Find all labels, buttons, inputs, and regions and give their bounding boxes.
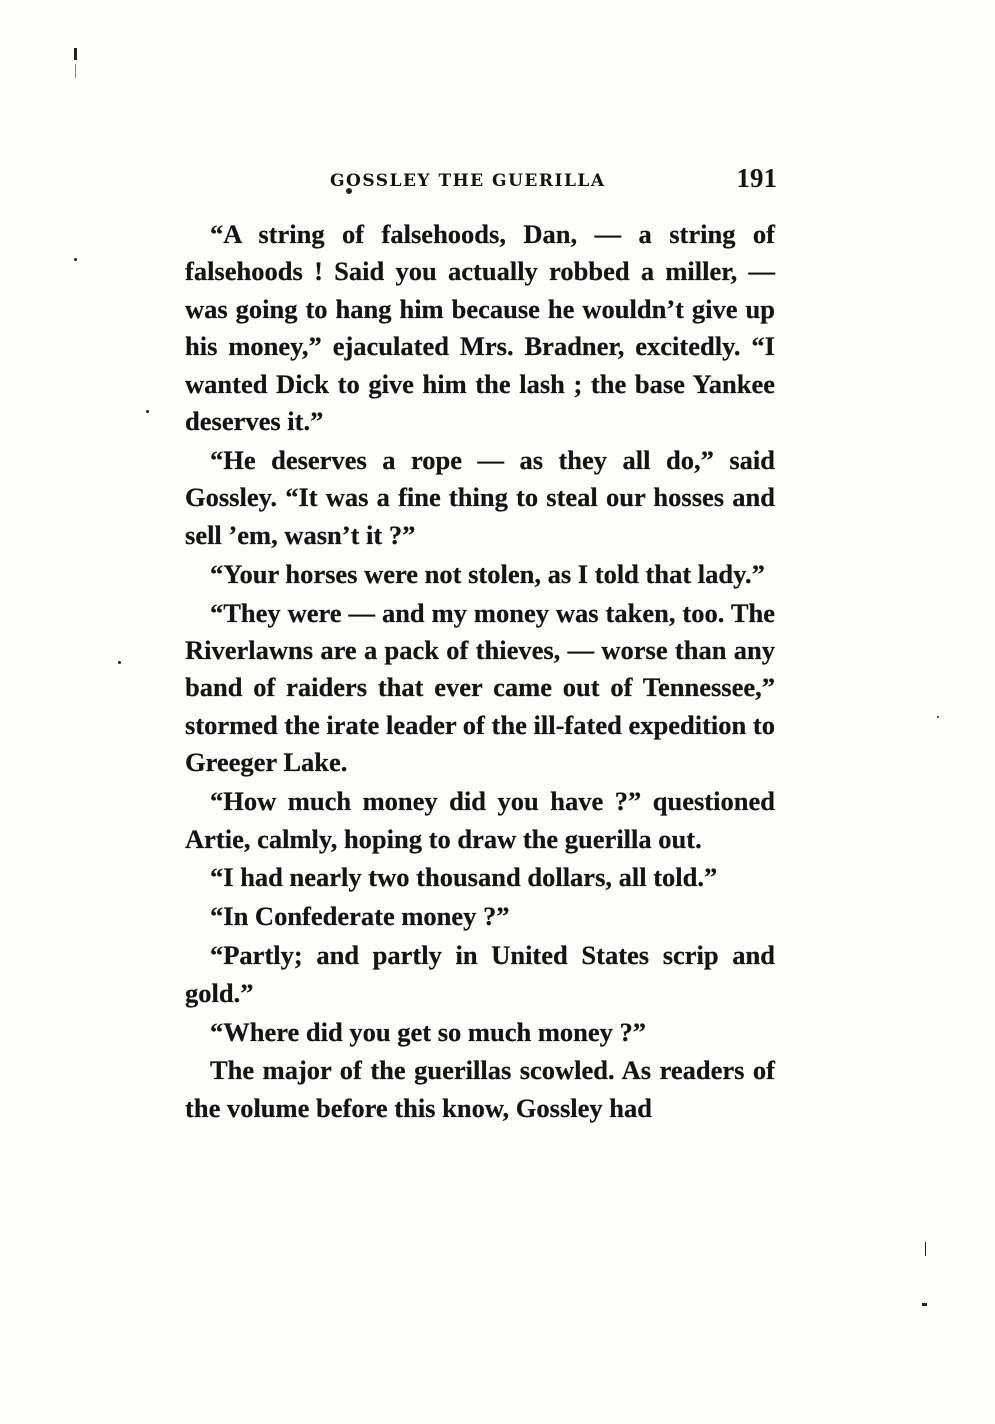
paragraph: “He deserves a rope — as they all do,” said Gossley. “It was a fine thing to steal our hosses and sell ’em, wasn’t it ?” [185,444,775,550]
scan-mark [75,64,76,78]
paragraph: “I had nearly two thousand dollars, all told.” [210,862,718,893]
scan-mark [937,716,939,718]
page-header [185,163,777,203]
paragraph: “Your horses were not stolen, as I told that lady.” [210,558,765,589]
scan-mark [146,410,149,413]
scan-mark [118,661,121,664]
body-text [185,216,775,1129]
paragraph: “They were — and my money was taken, too. The Riverlawns are a pack of thieves, — worse than any band of raiders that ever came out of Tennessee,” stormed the irate leader of the ill-fated expedition to Greeger Lake. [185,597,775,778]
paragraph: “A string of falsehoods, Dan, — a string of falsehoods ! Said you actually robbed a miller, — was going to hang him because he wouldn’t give up his money,” ejaculated Mrs. Bradner, excitedly. “I wanted Dick to give him the lash ; the base Yankee deserves it.” [185,219,775,437]
scan-mark [74,258,77,261]
scan-mark [925,1242,926,1256]
paragraph: The major of the guerillas scowled. As readers of the volume before this know, Gossley had [185,1055,775,1123]
running-title: GOSSLEY THE GUERILLA [330,171,606,191]
paragraph: “In Confederate money ?” [210,901,510,932]
paragraph: “Where did you get so much money ?” [210,1016,647,1047]
paragraph: “Partly; and partly in United States scrip and gold.” [185,940,775,1008]
page-number: 191 [736,163,777,193]
scan-mark [922,1303,927,1306]
paragraph: “How much money did you have ?” questioned Artie, calmly, hoping to draw the guerilla out. [185,786,775,854]
scan-mark [74,48,77,60]
